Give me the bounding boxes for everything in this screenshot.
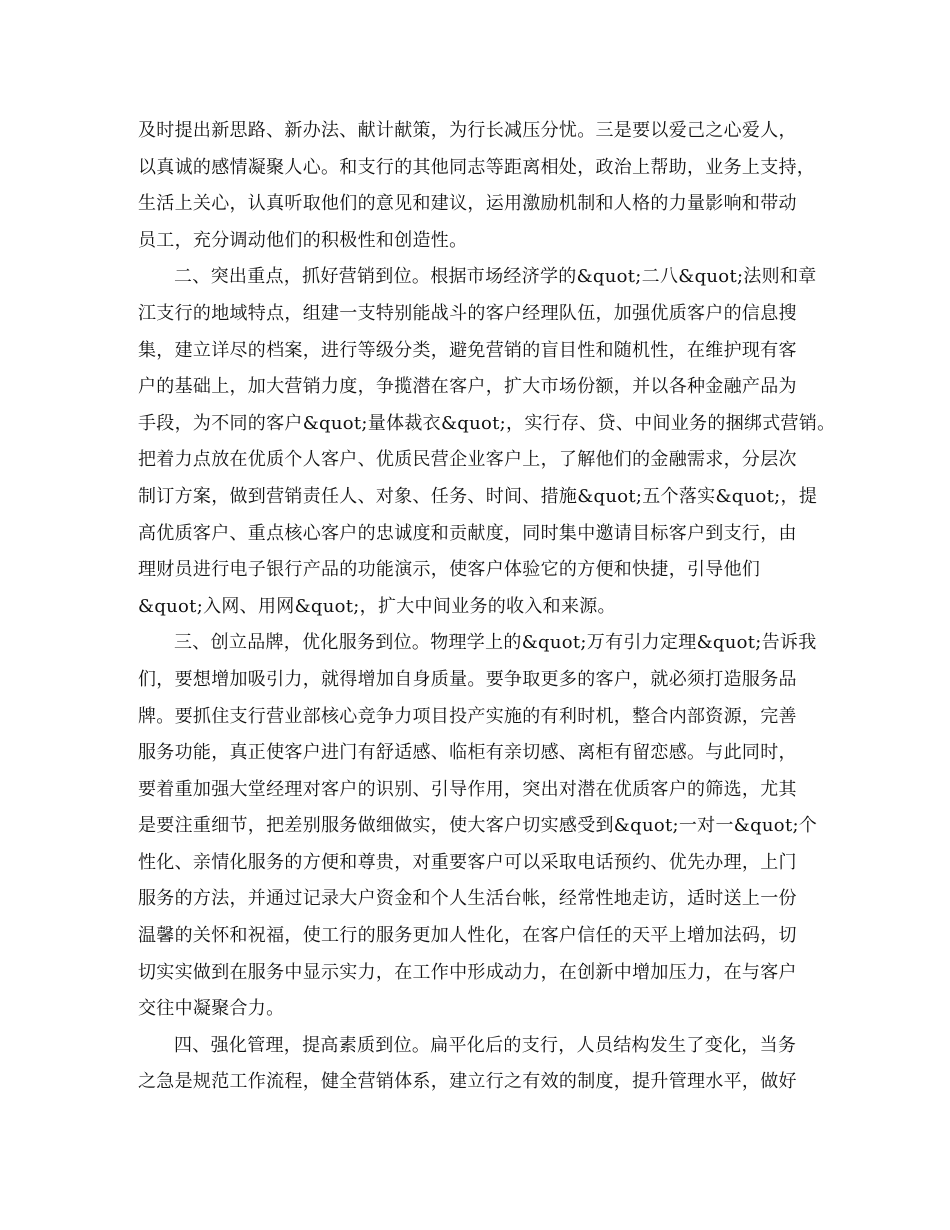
text-line: 是要注重细节，把差别服务做细做实，使大客户切实感受到&quot;一对一&quot;个 [138, 815, 818, 837]
text-line: 把着力点放在优质个人客户、优质民营企业客户上，了解他们的金融需求，分层次 [138, 449, 797, 471]
text-line: 服务的方法，并通过记录大户资金和个人生活台帐，经常性地走访，适时送上一份 [138, 888, 797, 910]
text-line: 集，建立详尽的档案，进行等级分类，避免营销的盲目性和随机性，在维护现有客 [138, 339, 797, 361]
text-line: 温馨的关怀和祝福，使工行的服务更加人性化，在客户信任的天平上增加法码，切 [138, 925, 797, 947]
text-line: 牌。要抓住支行营业部核心竞争力项目投产实施的有利时机，整合内部资源，完善 [138, 705, 797, 727]
text-line: 手段，为不同的客户&quot;量体裁衣&quot;，实行存、贷、中间业务的捆绑式营销。 [138, 412, 836, 434]
text-line: 户的基础上，加大营销力度，争揽潜在客户，扩大市场份额，并以各种金融产品为 [138, 376, 797, 398]
text-line: &quot;入网、用网&quot;，扩大中间业务的收入和来源。 [138, 595, 616, 617]
text-line-first: 二、突出重点，抓好营销到位。根据市场经济学的&quot;二八&quot;法则和章 [174, 266, 817, 288]
paragraph-3 [138, 625, 818, 1028]
text-line: 高优质客户、重点核心客户的忠诚度和贡献度，同时集中邀请目标客户到支行，由 [138, 522, 797, 544]
paragraph-1 [138, 113, 818, 259]
text-line: 江支行的地域特点，组建一支特别能战斗的客户经理队伍，加强优质客户的信息搜 [138, 302, 797, 324]
text-line: 服务功能，真正使客户进门有舒适感、临柜有亲切感、离柜有留恋感。与此同时， [138, 742, 797, 764]
text-line: 生活上关心，认真听取他们的意见和建议，运用激励机制和人格的力量影响和带动 [138, 193, 797, 215]
text-line-first: 三、创立品牌，优化服务到位。物理学上的&quot;万有引力定理&quot;告诉我 [174, 632, 817, 654]
text-line: 及时提出新思路、新办法、献计献策，为行长减压分忧。三是要以爱己之心爱人， [138, 120, 797, 141]
text-line-first: 四、强化管理，提高素质到位。扁平化后的支行，人员结构发生了变化，当务 [174, 1034, 797, 1056]
document-body [138, 113, 836, 1101]
text-line: 员工，充分调动他们的积极性和创造性。 [138, 229, 468, 251]
text-line: 性化、亲情化服务的方便和尊贵，对重要客户可以采取电话预约、优先办理，上门 [138, 851, 797, 873]
text-line: 们，要想增加吸引力，就得增加自身质量。要争取更多的客户，就必须打造服务品 [138, 668, 797, 690]
text-line: 要着重加强大堂经理对客户的识别、引导作用，突出对潜在优质客户的筛选，尤其 [138, 778, 797, 800]
text-line: 之急是规范工作流程，健全营销体系，建立行之有效的制度，提升管理水平，做好 [138, 1071, 797, 1093]
text-line: 交往中凝聚合力。 [138, 998, 285, 1020]
text-line: 理财员进行电子银行产品的功能演示，使客户体验它的方便和快捷，引导他们 [138, 559, 761, 581]
paragraph-2 [138, 259, 836, 625]
text-line: 以真诚的感情凝聚人心。和支行的其他同志等距离相处，政治上帮助，业务上支持， [138, 156, 816, 178]
text-line: 切实实做到在服务中显示实力，在工作中形成动力，在创新中增加压力，在与客户 [138, 961, 797, 983]
text-line: 制订方案，做到营销责任人、对象、任务、时间、措施&quot;五个落实&quot;，提 [138, 485, 818, 507]
paragraph-4 [138, 1028, 818, 1101]
